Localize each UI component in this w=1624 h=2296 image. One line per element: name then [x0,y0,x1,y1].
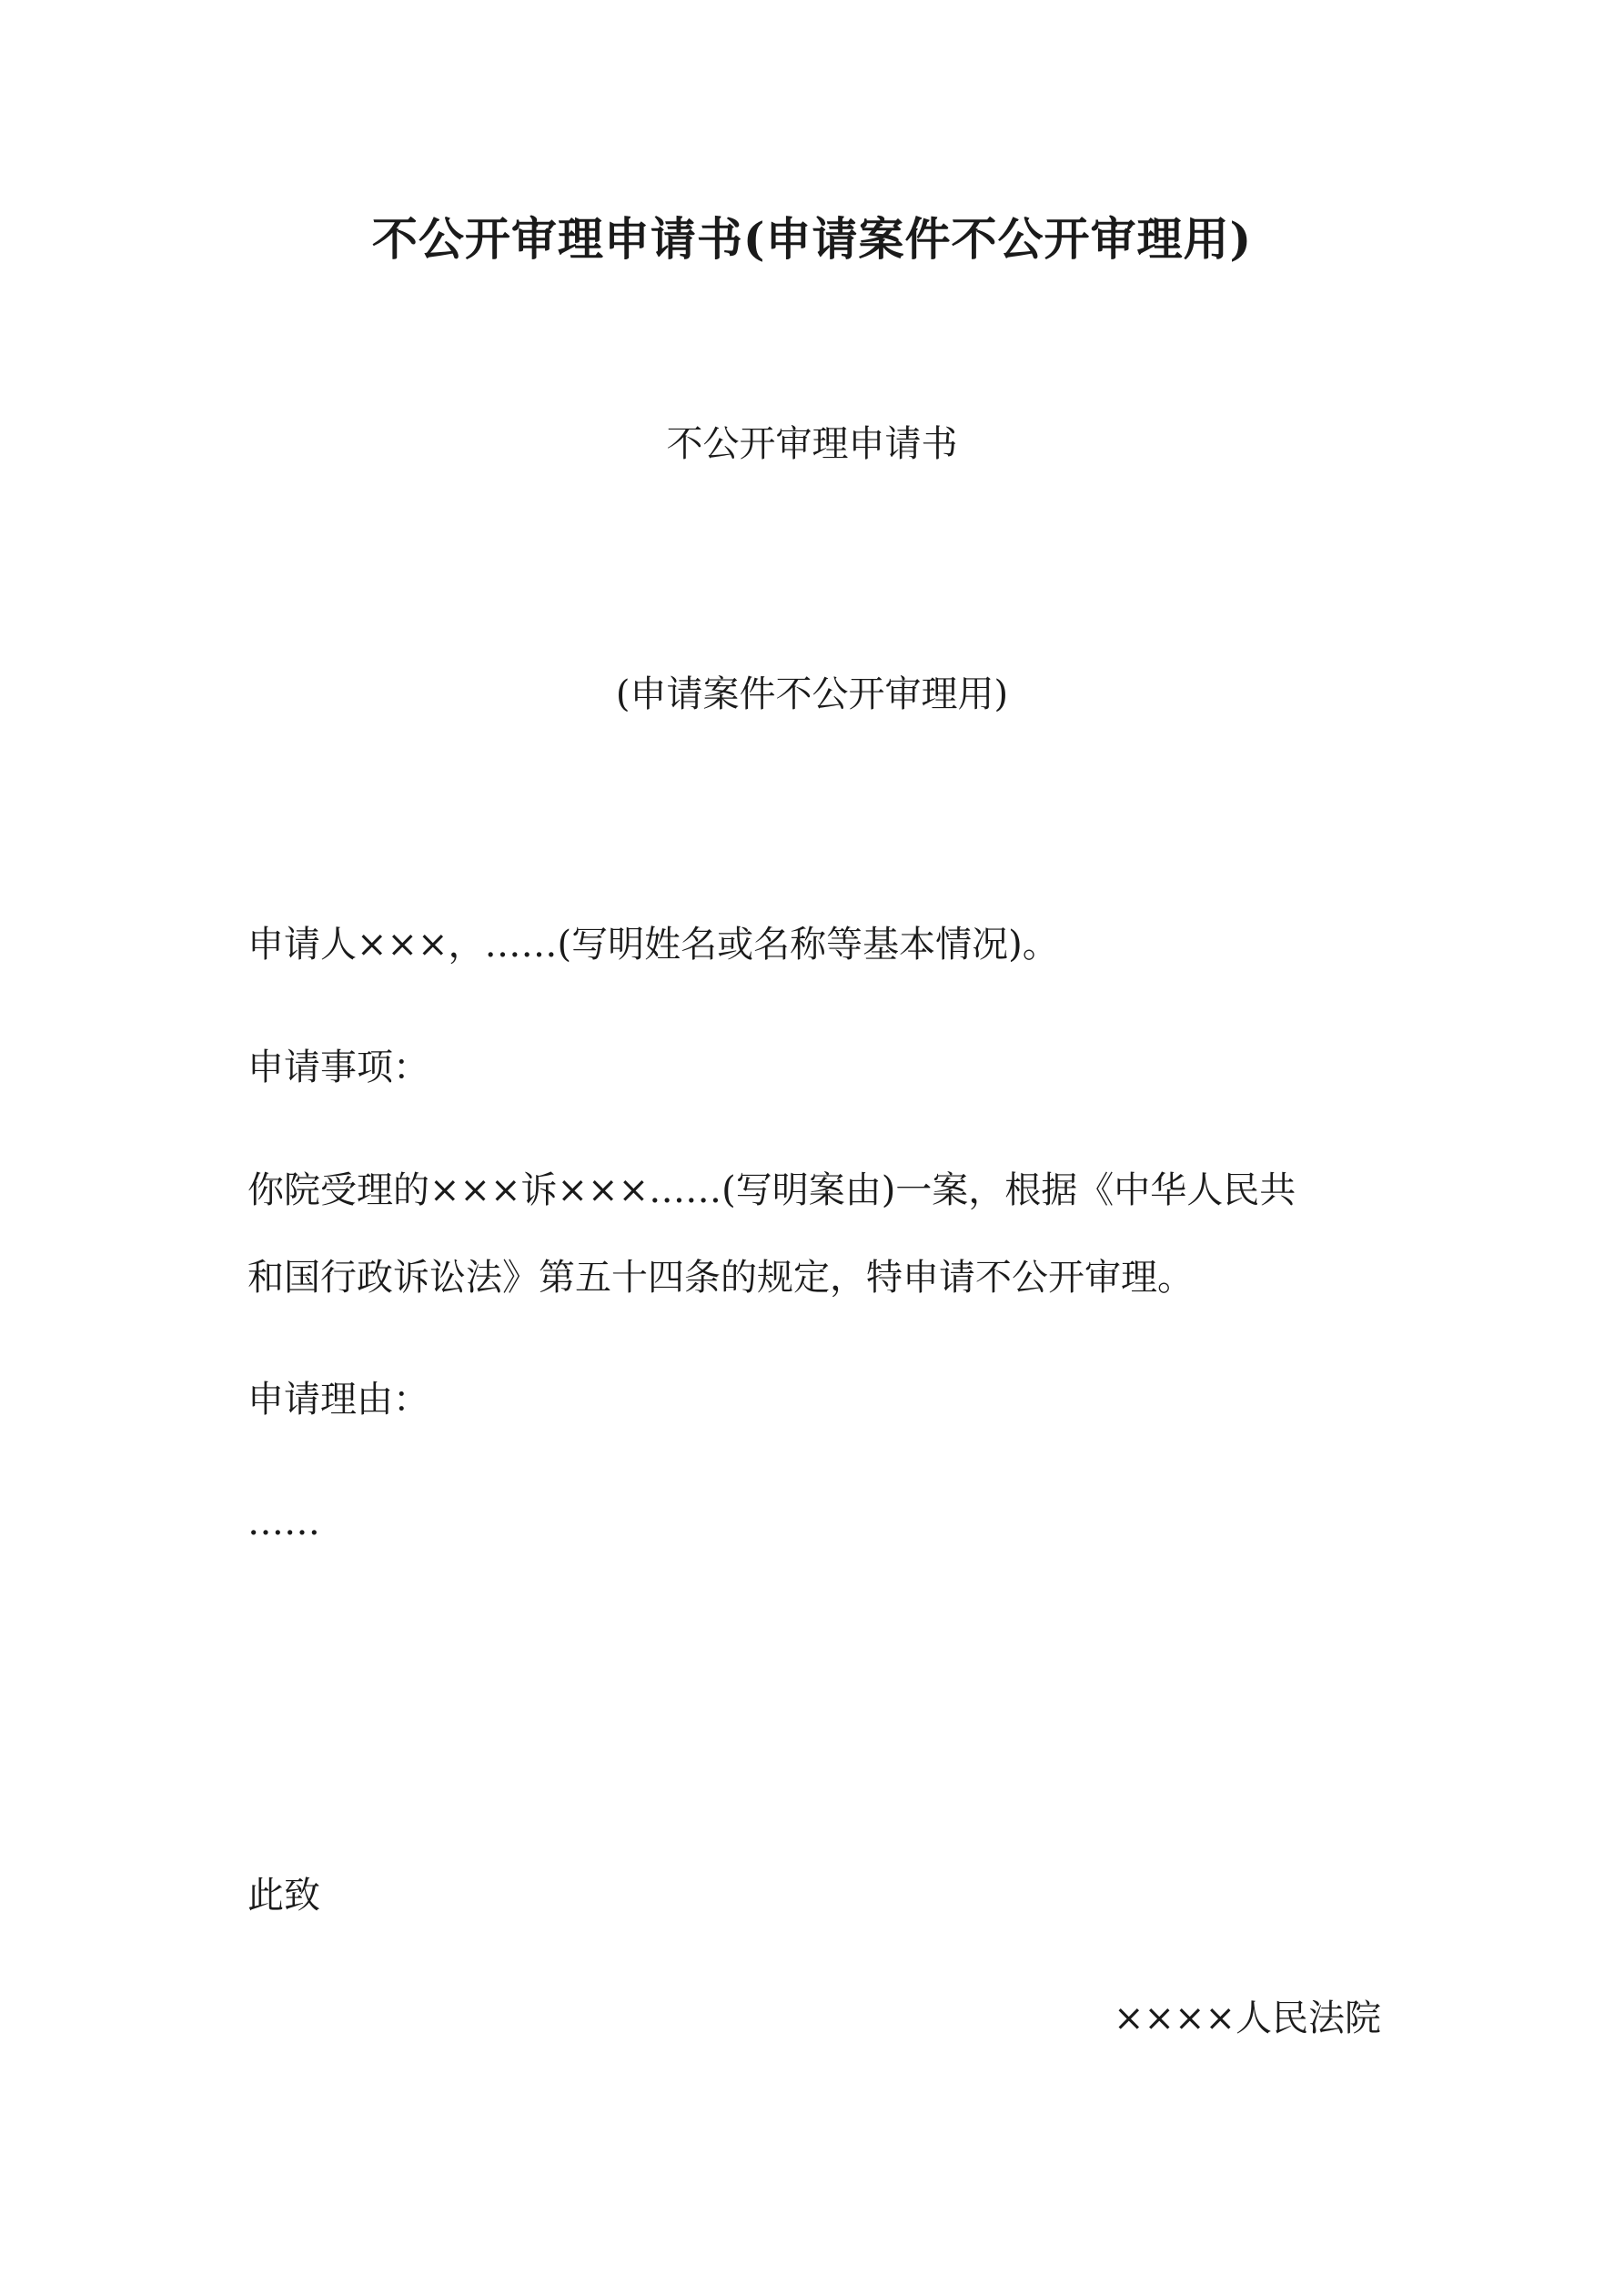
document-title: 不公开审理申请书(申请案件不公开审理用) [371,212,1253,266]
usage-note: (申请案件不公开审理用) [615,673,1009,715]
recipient-court: ××××人民法院 [1113,1998,1381,2039]
applicant-line: 申请人×××，……(写明姓名或名称等基本情况)。 [247,924,1059,966]
greeting: 此致 [247,1875,320,1917]
document-heading: 不公开审理申请书 [666,423,958,465]
matters-text-line-1: 你院受理的×××诉×××……(写明案由)一案，根据《中华人民共 [247,1169,1296,1211]
reason-label: 申请理由： [247,1379,429,1421]
matters-label: 申请事项： [247,1047,429,1088]
matters-text-line-2: 和国行政诉讼法》第五十四条的规定，特申请不公开审理。 [247,1257,1194,1299]
reason-text: …… [247,1502,320,1543]
